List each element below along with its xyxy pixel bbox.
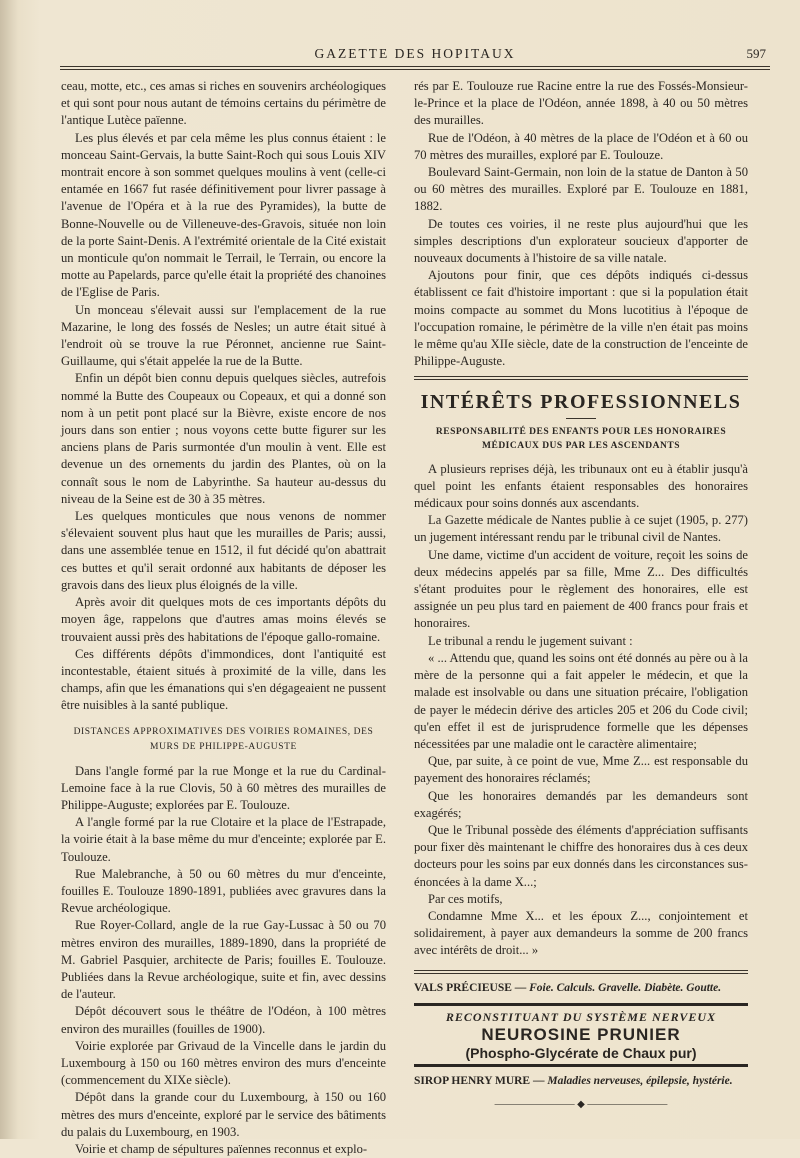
section-title: INTÉRÊTS PROFESSIONNELS bbox=[420, 391, 742, 414]
paragraph: Ajoutons pour finir, que ces dépôts indiqués ci-dessus établissent ce fait d'histoire important : que si la population était moins compacte au sommet du Mons lucotitius à l'époque de l'occupation romaine, le périmètre de la ville n'en était pas moins le même qu'au XIIe siècle, date de la construction de l'enceinte de Philippe-Auguste. bbox=[414, 268, 748, 369]
left-column bbox=[61, 78, 386, 1158]
ad-divider bbox=[414, 970, 748, 974]
paragraph: Dépôt dans la grande cour du Luxembourg, à 150 ou 160 mètres des murs d'enceinte, exploré par le service des bâtiments du palais du Luxembourg, en 1903. bbox=[61, 1090, 386, 1139]
paragraph: ceau, motte, etc., ces amas si riches en souvenirs archéologiques et qui sont pour nous autant de témoins certains du périmètre de l'antique Lutèce païenne. bbox=[61, 79, 386, 128]
ad-rule bbox=[414, 1003, 748, 1006]
paragraph: Voirie explorée par Grivaud de la Vincelle dans le jardin du Luxembourg à 150 ou 160 mètres environ des murs d'enceinte (commencement du XIXe siècle). bbox=[61, 1038, 386, 1088]
paragraph: Ces différents dépôts d'immondices, dont l'antiquité est incontestable, étaient situés à proximité de la ville, dans les champs, afin que les émanations qui s'en dégageaient ne pussent être nuisibles à la santé publique. bbox=[61, 646, 386, 713]
paragraph: Rue Royer-Collard, angle de la rue Gay-Lussac à 50 ou 70 mètres environ des murailles, 1889-1890, dans la propriété de M. Gabriel Pasquier, architecte de Paris; fouilles E. Toulouze. Publiées dans la Revue archéologique, suite et fin, avec dessins de l'auteur. bbox=[61, 918, 386, 1002]
page-number: 597 bbox=[746, 46, 766, 61]
paragraph: Les quelques monticules que nous venons de nommer s'élevaient souvent plus haut que les murailles de Paris; aussi, dans une assemblée tenue en 1512, il fut décidé qu'on abattrait ces buttes et qu'il serait ordonné aux habitants de déposer les gravois dans des lieux plus éloignés de la ville. bbox=[61, 509, 386, 592]
paragraph: Enfin un dépôt bien connu depuis quelques siècles, autrefois nommé la Butte des Coupeaux ou Copeaux, et qui a donné son nom à un petit pont placé sur la Bièvre, existe encore de nos jours dans son entier ; nous voyons cette butte figurer sur les anciens plans de Paris surmontée d'un moulin à vent. Elle est devenue un des ornements du jardin des Plantes, où on la connaît sous le nom de Labyrinthe. Sa hauteur au-dessus du niveau de la Seine est de 30 à 35 mètres. bbox=[61, 371, 386, 506]
ornament-divider: ———————— ◆ ———————— bbox=[494, 1098, 668, 1110]
paragraph: rés par E. Toulouze rue Racine entre la rue des Fossés-Monsieur-le-Prince et la place de l'Odéon, année 1898, à 40 ou 50 mètres des murailles. bbox=[414, 79, 748, 128]
paragraph: Que, par suite, à ce point de vue, Mme Z... est responsable du payement des honoraires réclamés; bbox=[414, 754, 748, 786]
right-column bbox=[414, 78, 748, 1113]
ad-sirop-name: SIROP HENRY MURE — bbox=[414, 1074, 545, 1087]
paragraph: Par ces motifs, bbox=[428, 891, 503, 906]
paragraph: A plusieurs reprises déjà, les tribunaux ont eu à établir jusqu'à quel point les enfants étaient responsables des honoraires médicaux pour soins donnés aux ascendants. bbox=[414, 461, 748, 511]
paragraph: Un monceau s'élevait aussi sur l'emplacement de la rue Mazarine, le long des fossés de Nesles; un autre était situé à l'endroit où se trouve la rue Péronnet, ancienne rue Saint-Guillaume, qui s'était appelée la rue de la Butte. bbox=[61, 302, 386, 369]
section-subhead: DISTANCES APPROXIMATIVES DES VOIRIES ROMAINES, DES MURS DE PHILIPPE-AUGUSTE bbox=[73, 726, 374, 752]
paragraph: Que les honoraires demandés par les demandeurs sont exagérés; bbox=[414, 788, 748, 820]
paragraph: De toutes ces voiries, il ne reste plus aujourd'hui que les simples descriptions d'un explorateur soucieux d'apporter de nouveaux documents à l'histoire de sa ville natale. bbox=[414, 216, 748, 266]
ad-vals-name: VALS PRÉCIEUSE — bbox=[414, 981, 527, 994]
ad-neurosine-tagline: RECONSTITUANT DU SYSTÈME NERVEUX bbox=[445, 1009, 717, 1024]
article-heading: RESPONSABILITÉ DES ENFANTS POUR LES HONORAIRES MÉDICAUX DUS PAR LES ASCENDANTS bbox=[435, 426, 727, 451]
header-rule bbox=[60, 66, 770, 70]
section-divider bbox=[414, 376, 748, 380]
ad-rule bbox=[414, 1064, 748, 1067]
paragraph: Voirie et champ de sépultures païennes reconnus et explo- bbox=[75, 1141, 368, 1156]
ad-neurosine bbox=[414, 1008, 748, 1062]
ad-vals bbox=[414, 980, 748, 997]
paragraph: Que le Tribunal possède des éléments d'appréciation suffisants pour fixer dès maintenant le chiffre des honoraires dus à ces deux docteurs pour les soins par eux donnés dans les circonstances sus-énoncées à la dame X...; bbox=[414, 822, 748, 889]
paragraph: Les plus élevés et par cela même les plus connus étaient : le monceau Saint-Gervais, la butte Saint-Roch qui sous Louis XIV montrait encore à son sommet quelques moulins à vent (celle-ci entamée en 1667 fut rasée définitivement pour livrer passage à l'avenue de l'Opéra et à la rue des Pyramides), la butte de Bonne-Nouvelle ou de Villeneuve-des-Gravois, située non loin de la porte Saint-Denis. A l'extrémité orientale de la Cité existait un monticule qu'on nommait le Terrail, le Terrain, ou encore la motte au Papelards, parce qu'elle était la propriété des chanoines de l'Eglise de Paris. bbox=[61, 130, 386, 300]
paragraph: A l'angle formé par la rue Clotaire et la place de l'Estrapade, la voirie était à la base même du mur d'enceinte; explorée par E. Toulouze. bbox=[61, 815, 386, 864]
ad-sirop-indications: Maladies nerveuses, épilepsie, hystérie. bbox=[547, 1074, 733, 1087]
ad-sirop bbox=[414, 1073, 748, 1090]
paragraph: Dans l'angle formé par la rue Monge et la rue du Cardinal-Lemoine face à la rue Clovis, 50 à 60 mètres des murailles de Philippe-Auguste; explorées par E. Toulouze. bbox=[61, 763, 386, 812]
paragraph: Une dame, victime d'un accident de voiture, reçoit les soins de deux médecins appelés par sa fille, Mme Z... Des difficultés s'étant produites pour le règlement des honoraires, elle est assignée un peu plus tard en paiement de 400 francs pour frais et honoraires. bbox=[414, 547, 748, 631]
paragraph: Dépôt découvert sous le théâtre de l'Odéon, à 100 mètres environ des murailles (fouilles de 1900). bbox=[61, 1004, 386, 1036]
paragraph: Le tribunal a rendu le jugement suivant : bbox=[428, 633, 633, 648]
paragraph: La Gazette médicale de Nantes publie à ce sujet (1905, p. 277) un jugement intéressant rendu par le tribunal civil de Nantes. bbox=[414, 513, 748, 545]
ad-neurosine-sub: (Phospho-Glycérate de Chaux pur) bbox=[465, 1044, 697, 1061]
paragraph: Après avoir dit quelques mots de ces importants dépôts du moyen âge, rappelons que d'autres amas moins élevés se trouvaient aussi près des habitations de l'époque gallo-romaine. bbox=[61, 595, 386, 644]
paragraph: Condamne Mme X... et les époux Z..., conjointement et solidairement, à payer aux demandeurs la somme de 200 francs avec intérêts de droit... » bbox=[414, 908, 748, 958]
page-header bbox=[60, 42, 770, 66]
ad-neurosine-name: NEUROSINE PRUNIER bbox=[481, 1024, 681, 1044]
ad-vals-indications: Foie. Calculs. Gravelle. Diabète. Goutte. bbox=[529, 981, 722, 994]
journal-title: GAZETTE DES HOPITAUX bbox=[314, 46, 516, 61]
short-rule bbox=[566, 418, 596, 419]
paragraph: Rue de l'Odéon, à 40 mètres de la place de l'Odéon et à 60 ou 70 mètres des murailles, exploré par E. Toulouze. bbox=[414, 130, 748, 162]
paragraph: « ... Attendu que, quand les soins ont été donnés au père ou à la mère de la personne qui a fait appeler le médecin, et que la malade est insolvable ou dans une situation précaire, l'obligation de payer le médecin dérive des articles 205 et 206 du Code civil; qu'en effet il est de jurisprudence formelle que les dépenses nécessitées par une maladie ont le caractère alimentaire; bbox=[414, 650, 748, 751]
paragraph: Rue Malebranche, à 50 ou 60 mètres du mur d'enceinte, fouilles E. Toulouze 1890-1891, publiées avec gravures dans la Revue archéologique. bbox=[61, 866, 386, 916]
paragraph: Boulevard Saint-Germain, non loin de la statue de Danton à 50 ou 60 mètres des murailles. Exploré par E. Toulouze en 1881, 1882. bbox=[414, 165, 748, 214]
